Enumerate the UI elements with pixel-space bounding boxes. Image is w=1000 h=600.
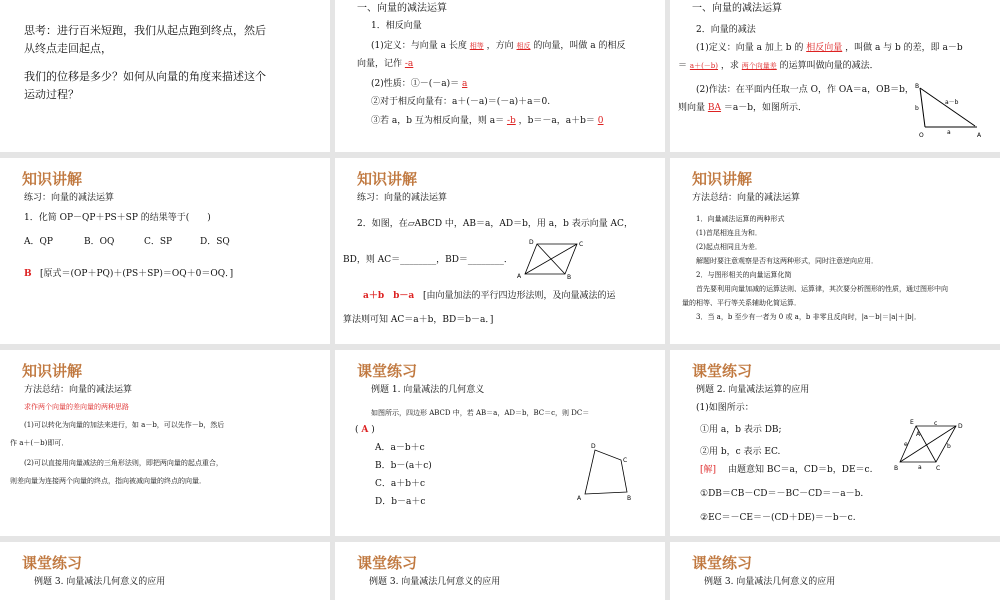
- s3-p2c: ＝a－b，如图所示．: [723, 103, 808, 113]
- slide-10[interactable]: [0, 542, 330, 600]
- s3-fill1: 相反向量: [806, 43, 843, 53]
- s3-sub: 2．向量的减法: [696, 25, 756, 35]
- s4-option-a: A．QP: [24, 237, 53, 247]
- s4-option-c: C．SP: [144, 237, 173, 247]
- s6-l7: 量的相等、平行等关系辅助化简运算．: [682, 299, 801, 307]
- s9-lbl-A: A: [916, 431, 921, 438]
- s7-red: 求作两个向量的差向量的两种思路: [24, 403, 129, 411]
- s3-lbl-b: b: [915, 105, 919, 112]
- s8-diagram: [575, 442, 645, 502]
- s8-lbl-B: B: [627, 495, 632, 502]
- s6-l3: (2)起点相同且为差．: [696, 243, 762, 251]
- s5-sol2: 算法则可知 AC＝a＋b，BD＝b－a．]: [343, 315, 494, 325]
- s5-lbl-C: C: [579, 241, 584, 248]
- s9-lbl-C: C: [936, 465, 941, 472]
- s2-fill6: 0: [597, 116, 604, 126]
- slide-4[interactable]: [0, 158, 330, 344]
- s5-answer: a＋b b－a: [363, 291, 415, 301]
- slide-6[interactable]: [670, 158, 1000, 344]
- s5-q2: BD，则 AC＝________，BD＝________．: [343, 255, 513, 265]
- s8-lbl-C: C: [623, 457, 628, 464]
- s8-paren-open: (: [355, 425, 359, 435]
- s3-d1a: (1)定义：向量 a 加上 b 的: [696, 43, 804, 53]
- s9-lbl-b: b: [947, 443, 951, 450]
- s5-header: 知识讲解: [357, 170, 418, 188]
- s6-header: 知识讲解: [692, 170, 753, 188]
- s9-diagram: [892, 416, 972, 472]
- s4-option-d: D．SQ: [200, 237, 230, 247]
- s3-diagram: [915, 82, 995, 142]
- s3-p2b: 则向量: [678, 103, 706, 113]
- s9-s0: 由题意知 BC＝a，CD＝b，DE＝c.: [728, 465, 873, 475]
- s5-lbl-B: B: [567, 274, 572, 280]
- s1-line4: 运动过程？: [24, 88, 79, 101]
- s2-def-line1: [371, 40, 625, 52]
- s1-line3: 我们的位移是多少？如何从向量的角度来描述这个: [24, 70, 266, 83]
- s4-header: 知识讲解: [22, 170, 83, 188]
- s3-def-line2: [678, 60, 879, 72]
- s9-c2: ②用 b，c 表示 EC.: [700, 447, 781, 457]
- slide-11[interactable]: [335, 542, 665, 600]
- s2-title: 一、向量的减法运算: [357, 3, 447, 14]
- s2-fill4: a: [462, 79, 468, 89]
- s8-answer-line: [355, 424, 375, 436]
- s3-title: 一、向量的减法运算: [692, 3, 782, 14]
- slide-8[interactable]: [335, 350, 665, 536]
- s7-sub: 方法总结：向量的减法运算: [24, 385, 133, 395]
- s3-d1b: ，叫做 a 与 b 的差，即 a－b: [845, 43, 963, 53]
- s9-s1: ①DB＝CB－CD＝－BC－CD＝－a－b.: [700, 489, 864, 499]
- s2-fill3: -a: [404, 59, 414, 69]
- s9-lbl-E: E: [910, 419, 914, 426]
- s8-option-c: C．a＋b＋c: [375, 479, 426, 489]
- s8-lbl-D: D: [591, 443, 596, 450]
- s8-option-d: D．b－a＋c: [375, 497, 426, 507]
- s8-question: 如图所示，四边形 ABCD 中，若 AB＝a，AD＝b，BC＝c，则 DC＝: [371, 409, 590, 417]
- s8-header: 课堂练习: [357, 362, 418, 380]
- s2-fill5: -b: [506, 116, 516, 126]
- s3-fill3: 两个向量差: [741, 62, 777, 70]
- slide-12[interactable]: [670, 542, 1000, 600]
- s1-line2: 从终点走回起点，: [24, 42, 112, 55]
- s3-fill2: a＋(－b): [689, 62, 719, 70]
- s2-prop2: ②对于相反向量有：a＋(－a)＝(－a)＋a＝0.: [371, 97, 551, 107]
- s8-option-a: A．a－b＋c: [375, 443, 425, 453]
- s6-sub: 方法总结：向量的减法运算: [692, 193, 801, 203]
- s6-l6: 首先要利用向量加减的运算法则、运算律，其次要分析图形的性质，通过图形中向: [696, 285, 948, 293]
- s9-lbl-D: D: [958, 423, 963, 430]
- s5-sub: 练习：向量的减法运算: [357, 193, 448, 203]
- slide-5[interactable]: [335, 158, 665, 344]
- s2-fill1: 相等: [469, 42, 484, 50]
- slide-7[interactable]: [0, 350, 330, 536]
- s6-l8: 3．当 a，b 至少有一者为 0 或 a，b 非零且反向时，|a－b|＝|a|＋|b|．: [696, 313, 922, 321]
- s7-l1: (1)可以转化为向量的加法来进行，如 a－b，可以先作－b，然后: [24, 421, 225, 429]
- s2-d1b: ，方向: [486, 41, 514, 51]
- s2-d1c: 的向量，叫做 a 的相反: [533, 41, 626, 51]
- s3-lbl-A: A: [977, 132, 982, 139]
- s1-line1: 思考：进行百米短跑，我们从起点跑到终点，然后: [24, 24, 266, 37]
- s9-header: 课堂练习: [692, 362, 753, 380]
- s2-prop1: [371, 78, 467, 90]
- s8-sub: 例题 1. 向量减法的几何意义: [371, 385, 485, 395]
- s9-s2: ②EC＝－CE＝－(CD＋DE)＝－b－c.: [700, 513, 856, 523]
- s3-d2a: ＝: [678, 61, 688, 71]
- s10-sub: 例题 3. 向量减法几何意义的应用: [34, 577, 166, 587]
- s9-lbl-c: c: [934, 420, 938, 427]
- s11-header: 课堂练习: [357, 554, 418, 572]
- s4-question: 1．化简 OP－QP＋PS＋SP 的结果等于( ): [24, 213, 211, 223]
- s3-d2c: 的运算叫做向量的减法．: [779, 61, 879, 71]
- s4-sub: 练习：向量的减法运算: [24, 193, 115, 203]
- s7-header: 知识讲解: [22, 362, 83, 380]
- s4-option-b: B．OQ: [84, 237, 115, 247]
- s8-paren-close: ): [371, 425, 375, 435]
- s8-answer: A: [361, 425, 369, 435]
- s9-jie: [解]: [700, 465, 717, 475]
- s2-sub: 1．相反向量: [371, 21, 422, 31]
- s4-answer: B: [24, 269, 32, 279]
- s9-lbl-a: a: [918, 464, 922, 471]
- s6-l2: (1)首尾相连且为和．: [696, 229, 762, 237]
- s10-header: 课堂练习: [22, 554, 83, 572]
- s3-lbl-B: B: [915, 83, 920, 90]
- s11-sub: 例题 3. 向量减法几何意义的应用: [369, 577, 501, 587]
- s3-def-line1: [696, 42, 963, 54]
- s7-l4: 则差向量为连接两个向量的终点，指向被减向量的终点的向量．: [10, 477, 206, 485]
- s6-l5: 2．与图形相关的向量运算化简: [696, 271, 792, 279]
- slide-3[interactable]: [670, 0, 1000, 152]
- s4-solution: [原式＝(OP＋PQ)＋(PS＋SP)＝OQ＋0＝OQ．]: [40, 269, 234, 279]
- s5-sol1: [由向量加法的平行四边形法则，及向量减法的运: [423, 291, 616, 301]
- s3-fill4: BA: [707, 103, 722, 113]
- s6-l4: 解题时要注意观察是否有这两种形式，同时注意逆向应用．: [696, 257, 878, 265]
- s7-l3: (2)可以直接用向量减法的三角形法则，即把两向量的起点重合，: [24, 459, 223, 467]
- s2-p2a: (2)性质：①－(－a)＝: [371, 79, 460, 89]
- s3-method-line1: (2)作法：在平面内任取一点 O，作 OA＝a，OB＝b，: [696, 85, 914, 95]
- s3-lbl-ab: a－b: [945, 99, 959, 106]
- s2-p4a: ③若 a，b 互为相反向量，则 a＝: [371, 116, 505, 126]
- s12-sub: 例题 3. 向量减法几何意义的应用: [704, 577, 836, 587]
- s3-lbl-O: O: [919, 132, 924, 139]
- s9-lbl-B: B: [894, 465, 899, 472]
- s6-l1: 1．向量减法运算的两种形式: [696, 215, 785, 223]
- s5-q1: 2．如图，在▱ABCD 中，AB＝a，AD＝b，用 a，b 表示向量 AC，: [357, 219, 633, 229]
- s2-d2a: 向量，记作: [357, 59, 403, 69]
- s9-q: (1)如图所示：: [696, 403, 754, 413]
- slide-2[interactable]: [335, 0, 665, 152]
- s5-lbl-D: D: [529, 239, 534, 246]
- s7-l2: 作 a＋(－b)即可．: [10, 439, 69, 447]
- s9-lbl-e: e: [904, 441, 908, 448]
- s12-header: 课堂练习: [692, 554, 753, 572]
- s5-diagram: [517, 238, 587, 280]
- s2-d1a: (1)定义：与向量 a 长度: [371, 41, 467, 51]
- s5-lbl-A: A: [517, 273, 522, 280]
- s9-sub: 例题 2. 向量减法运算的应用: [696, 385, 810, 395]
- s8-lbl-A: A: [577, 495, 582, 502]
- s2-p4b: ，b＝－a，a＋b＝: [518, 116, 595, 126]
- s2-fill2: 相反: [516, 42, 531, 50]
- s2-def-line2: [357, 58, 413, 70]
- s9-c1: ①用 a，b 表示 DB;: [700, 425, 782, 435]
- slide-1[interactable]: [0, 0, 330, 152]
- s3-lbl-a: a: [947, 129, 951, 136]
- s2-prop3: [371, 115, 604, 127]
- s3-method-line2: [678, 102, 807, 114]
- s3-d2b: ，求: [720, 61, 739, 71]
- slide-9[interactable]: [670, 350, 1000, 536]
- s8-option-b: B．b－(a＋c): [375, 461, 432, 471]
